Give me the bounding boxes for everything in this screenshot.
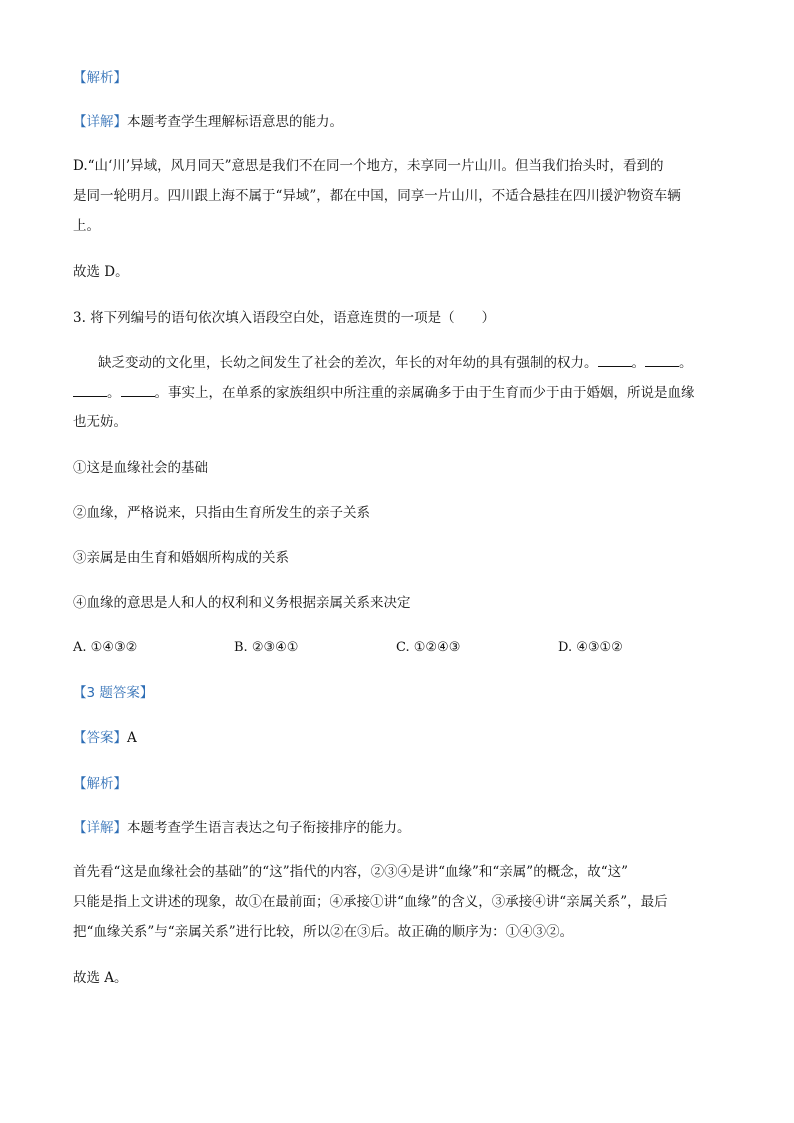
answer-explanation-line-2: 只能是指上文讲述的现象，故①在最前面；④承接①讲“血缘”的含义，③承接④讲“亲属关系”，最后 [73, 894, 668, 910]
analysis-label-1: 【解析】 [73, 70, 127, 86]
analysis-label-2: 【解析】 [73, 776, 127, 792]
sentence-item-2: ②血缘，严格说来，只指由生育所发生的亲子关系 [73, 505, 370, 521]
passage-line-2: 。 。事实上，在单系的家族组织中所注重的亲属确多于由于生育而少于由于婚姻，所说是血缘 [73, 382, 695, 403]
blank-2 [645, 352, 679, 367]
sentence-item-4: ④血缘的意思是人和人的权利和义务根据亲属关系来决定 [73, 595, 411, 611]
answer-value: A [127, 730, 137, 746]
conclusion-2: 故选 A。 [73, 970, 128, 986]
option-b: B. ②③④① [234, 640, 299, 655]
passage-text-2: 。事实上，在单系的家族组织中所注重的亲属确多于由于生育而少于由于婚姻，所说是血缘 [154, 385, 695, 401]
sentence-item-1: ①这是血缘社会的基础 [73, 460, 208, 476]
answer-explanation-line-3: 把“血缘关系”与“亲属关系”进行比较，所以②在③后。故正确的顺序为：①④③②。 [73, 924, 574, 940]
blank-3 [73, 382, 107, 397]
sentence-item-3: ③亲属是由生育和婚姻所构成的关系 [73, 550, 289, 566]
detail-line-2 [73, 818, 411, 838]
blank-1 [598, 352, 632, 367]
option-c: C. ①②④③ [396, 640, 461, 655]
explanation-line-1: D.“山‘川’异域，风月同天”意思是我们不在同一个地方，未享同一片山川。但当我们抬头时，看到的 [73, 158, 664, 174]
question-3-stem: 3. 将下列编号的语句依次填入语段空白处，语意连贯的一项是（ ） [73, 310, 496, 326]
answer-3-header: 【3 题答案】 [73, 685, 154, 701]
answer-label: 【答案】 [73, 730, 127, 746]
passage-text-1: 缺乏变动的文化里，长幼之间发生了社会的差次，年长的对年幼的具有强制的权力。 [98, 355, 598, 371]
passage-line-1: 缺乏变动的文化里，长幼之间发生了社会的差次，年长的对年幼的具有强制的权力。 。 。 [98, 352, 693, 373]
blank-4 [121, 382, 155, 397]
detail-text-2: 本题考查学生语言表达之句子衔接排序的能力。 [127, 820, 411, 836]
detail-line-1 [73, 112, 343, 132]
detail-label-1: 【详解】 [73, 114, 127, 130]
option-d: D. ④③①② [558, 640, 623, 655]
answer-line [73, 728, 137, 748]
passage-line-3: 也无妨。 [73, 414, 127, 430]
option-a: A. ①④③② [73, 640, 138, 655]
explanation-line-3: 上。 [73, 218, 100, 234]
conclusion-1: 故选 D。 [73, 264, 129, 280]
answer-explanation-line-1: 首先看“这是血缘社会的基础”的“这”指代的内容，②③④是讲“血缘”和“亲属”的概念，故“这” [73, 864, 629, 880]
detail-text-1: 本题考查学生理解标语意思的能力。 [127, 114, 343, 130]
detail-label-2: 【详解】 [73, 820, 127, 836]
explanation-line-2: 是同一轮明月。四川跟上海不属于“异域”，都在中国，同享一片山川，不适合悬挂在四川援沪物资车辆 [73, 188, 681, 204]
